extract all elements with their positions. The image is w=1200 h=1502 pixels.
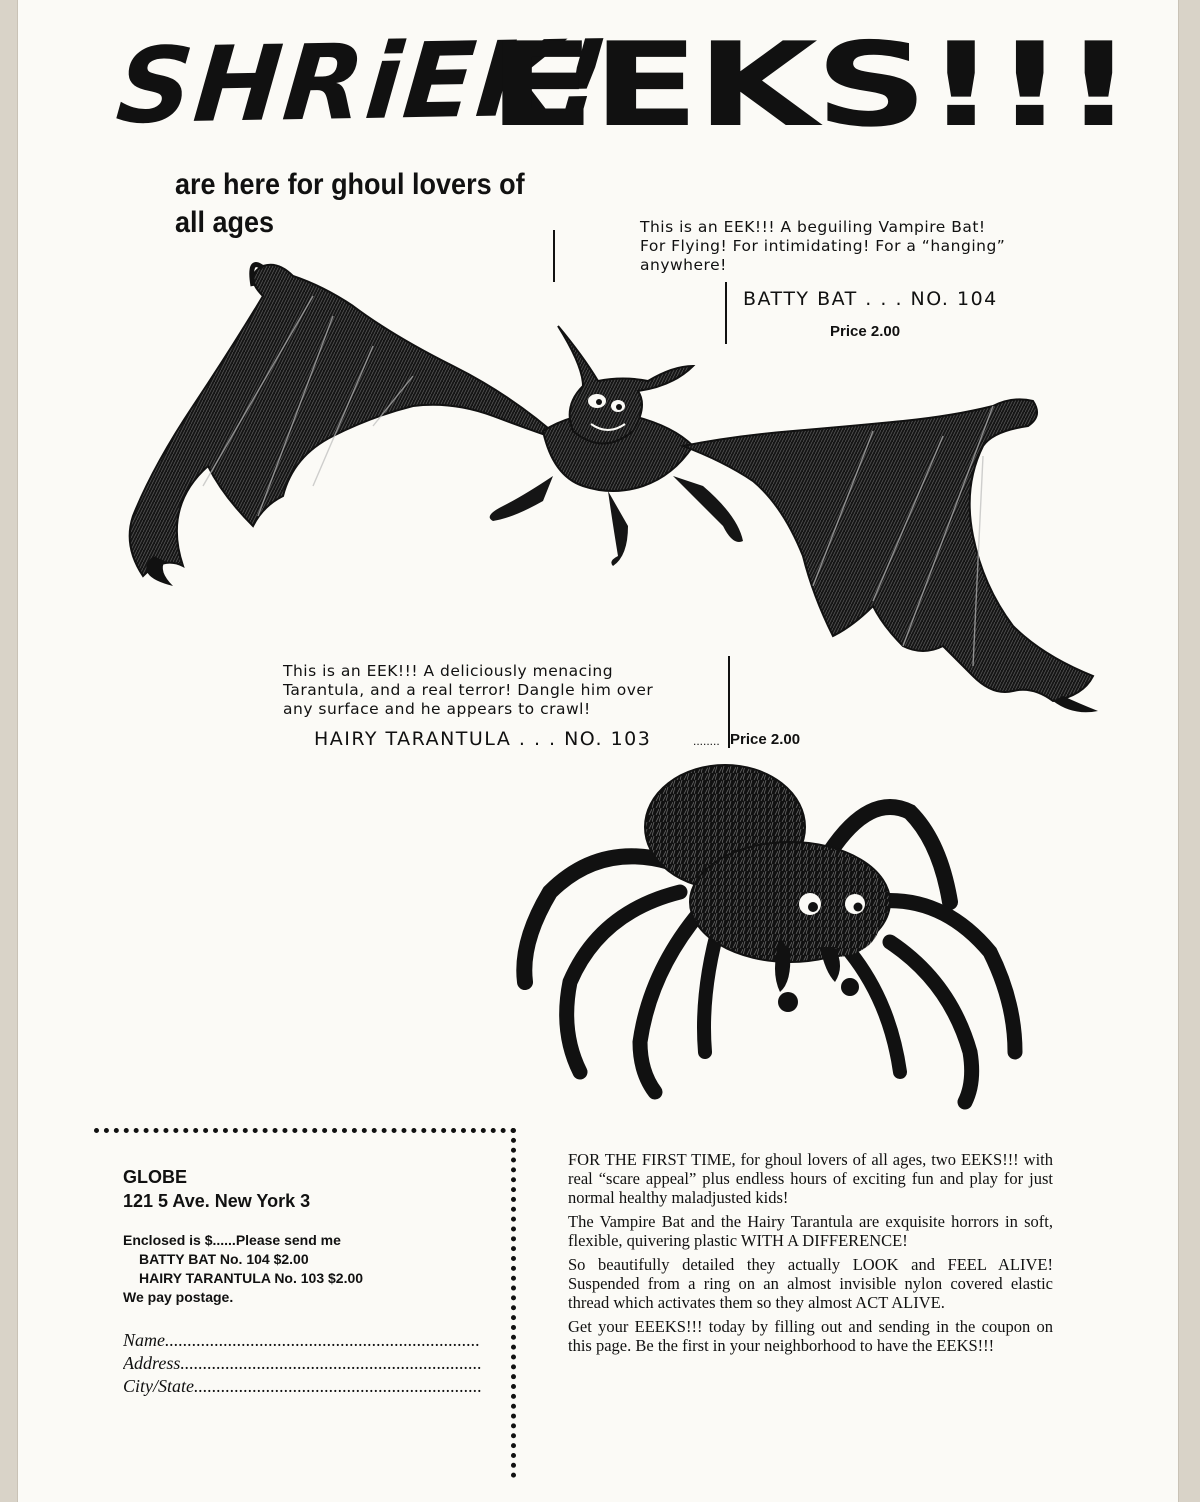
coupon-address-field[interactable]: Address...................................................................	[123, 1353, 482, 1373]
tarantula-price: Price 2.00	[730, 731, 801, 748]
coupon-address: 121 5 Ave. New York 3	[123, 1191, 311, 1211]
tarantula-description	[283, 662, 653, 719]
coupon-enclosed: Enclosed is $......Please send me	[123, 1232, 341, 1248]
tarantula-description-line: This is an EEK!!! A deliciously menacing	[283, 662, 614, 680]
subhead-line-2: all ages	[175, 206, 275, 239]
bat-product-name: BATTY BAT . . . NO. 104	[743, 288, 998, 310]
tarantula-description-line: any surface and he appears to crawl!	[283, 700, 591, 718]
body-paragraph: So beautifully detailed they actually LOOK and FEEL ALIVE! Suspended from a ring on an almost invisible nylon covered elastic thread which activates them so they almost ACT ALIVE.	[568, 1255, 1053, 1312]
subhead	[175, 166, 553, 242]
magazine-page	[18, 0, 1178, 1502]
vampire-bat-illustration	[113, 256, 1103, 726]
coupon-company: GLOBE	[123, 1167, 188, 1187]
coupon-item-batty-bat: BATTY BAT No. 104 $2.00	[139, 1251, 309, 1267]
headline-shriek: SHRiEK!	[112, 16, 615, 148]
tarantula-description-line: Tarantula, and a real terror! Dangle him over	[283, 681, 654, 699]
bat-price: Price 2.00	[830, 323, 901, 340]
coupon-city-state-field[interactable]: City/State................................................................	[123, 1376, 482, 1396]
body-paragraph: The Vampire Bat and the Hairy Tarantula are exquisite horrors in soft, flexible, quivering plastic WITH A DIFFERENCE!	[568, 1212, 1053, 1250]
body-paragraph: Get your EEEKS!!! today by filling out and sending in the coupon on this page. Be the first in your neighborhood to have the EEKS!!!	[568, 1317, 1053, 1355]
headline-eeks: EEKS!!!	[488, 18, 1132, 153]
bat-description-line: anywhere!	[640, 256, 727, 274]
subhead-line-1: are here for ghoul lovers of	[175, 168, 525, 201]
bat-description-line: This is an EEK!!! A beguiling Vampire Bat!	[640, 218, 986, 236]
bat-description-line: For Flying! For intimidating! For a “hanging”	[640, 237, 1006, 255]
tarantula-product-name: HAIRY TARANTULA . . . NO. 103	[314, 728, 652, 750]
tarantula-price-leader: ........	[693, 734, 720, 748]
coupon	[123, 1165, 493, 1398]
coupon-name-field[interactable]: Name......................................................................	[123, 1330, 480, 1350]
coupon-postage: We pay postage.	[123, 1289, 234, 1305]
tarantula-illustration	[470, 752, 1070, 1122]
coupon-item-hairy-tarantula: HAIRY TARANTULA No. 103 $2.00	[139, 1270, 364, 1286]
body-paragraph: FOR THE FIRST TIME, for ghoul lovers of all ages, two EEKS!!! with real “scare appeal” plus endless hours of exciting fun and play for just normal healthy maladjusted kids!	[568, 1150, 1053, 1207]
body-copy	[568, 1150, 1053, 1360]
